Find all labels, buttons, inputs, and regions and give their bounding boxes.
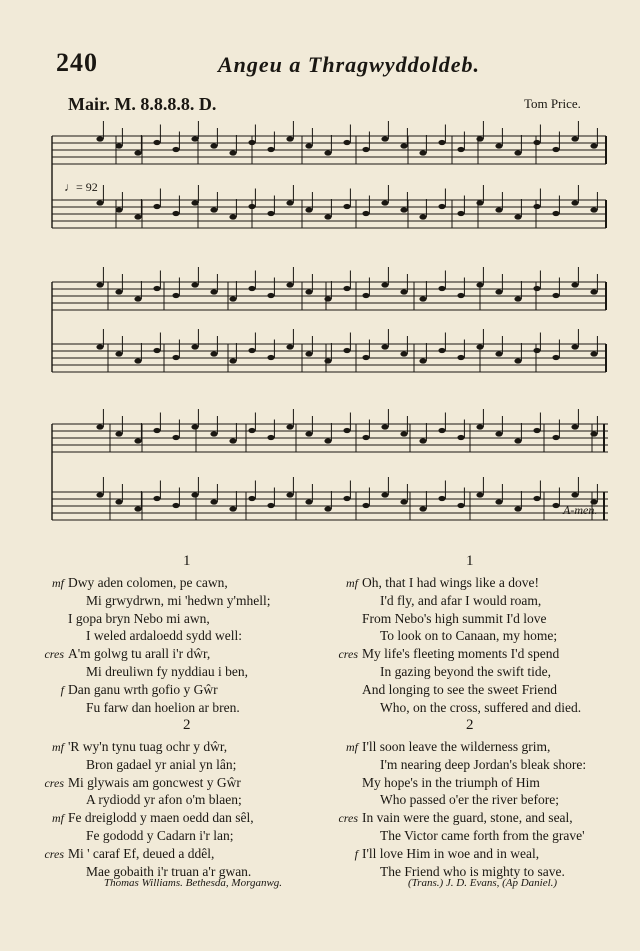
note-head xyxy=(115,207,122,212)
welsh-verse-1-line xyxy=(38,610,270,628)
dynamic-marking: cres xyxy=(338,647,358,662)
lyric-text: I gopa bryn Nebo mi awn, xyxy=(68,610,210,626)
note-head xyxy=(210,431,217,436)
note-head xyxy=(457,211,464,216)
note-head xyxy=(305,351,312,356)
note-head xyxy=(552,355,559,360)
note-head xyxy=(343,348,350,353)
note-head xyxy=(438,496,445,501)
note-head xyxy=(172,503,179,508)
note-head xyxy=(343,140,350,145)
lyric-text: I'd fly, and afar I would roam, xyxy=(380,592,542,608)
note-head xyxy=(191,200,198,205)
lyric-text: My life's fleeting moments I'd spend xyxy=(362,646,560,662)
note-head xyxy=(533,286,540,291)
composer-name: Tom Price. xyxy=(524,96,581,111)
note-head xyxy=(267,293,274,298)
note-head xyxy=(419,438,426,443)
note-head xyxy=(381,492,388,497)
note-head xyxy=(552,211,559,216)
note-head xyxy=(286,200,293,205)
note-head xyxy=(248,286,255,291)
welsh-verse-2-line xyxy=(38,774,254,792)
note-head xyxy=(571,136,578,141)
staff-lines xyxy=(52,136,608,520)
welsh-verse-2 xyxy=(38,738,254,880)
note-head xyxy=(115,289,122,294)
note-head xyxy=(381,344,388,349)
note-head xyxy=(343,286,350,291)
english-verse-1-line xyxy=(332,699,581,717)
note-head xyxy=(457,355,464,360)
note-head xyxy=(134,358,141,363)
note-head xyxy=(362,503,369,508)
dynamic-marking: f xyxy=(60,682,64,697)
note-head xyxy=(495,351,502,356)
note-head xyxy=(533,140,540,145)
note-head xyxy=(210,499,217,504)
note-head xyxy=(438,140,445,145)
english-verse-2-line xyxy=(332,845,586,863)
lyric-text: Fe dreiglodd y maen oedd dan sêl, xyxy=(68,810,254,826)
english-verse-1 xyxy=(332,574,581,716)
welsh-verse-1-line xyxy=(38,699,270,717)
note-head xyxy=(552,503,559,508)
note-head xyxy=(552,147,559,152)
welsh-verse-2-line xyxy=(38,827,254,845)
note-head xyxy=(153,496,160,501)
dynamic-marking: cres xyxy=(44,647,64,662)
dynamic-marking: cres xyxy=(44,846,64,861)
note-head xyxy=(191,136,198,141)
note-head xyxy=(267,211,274,216)
english-verse-2-line xyxy=(332,791,586,809)
note-head xyxy=(115,143,122,148)
lyric-text: Dan ganu wrth gofio y Gŵr xyxy=(68,681,218,697)
english-verse-2-line xyxy=(332,774,586,792)
note-head xyxy=(324,506,331,511)
welsh-verse-1-line xyxy=(38,645,270,663)
note-head xyxy=(343,428,350,433)
english-verse-1-line xyxy=(332,681,581,699)
note-head xyxy=(362,435,369,440)
welsh-verse-1-line xyxy=(38,627,270,645)
english-verse-1-line xyxy=(332,610,581,628)
welsh-verse-2-line xyxy=(38,809,254,827)
note-head xyxy=(533,348,540,353)
note-head xyxy=(134,296,141,301)
note-head xyxy=(400,499,407,504)
english-verse-1-number: 1 xyxy=(466,553,474,569)
lyric-text: Mae gobaith i'r truan a'r gwan. xyxy=(86,863,252,879)
note-head xyxy=(267,355,274,360)
note-head xyxy=(134,438,141,443)
welsh-verse-2-number: 2 xyxy=(183,717,191,733)
note-head xyxy=(362,211,369,216)
hymn-title: Angeu a Thragwyddoldeb. xyxy=(218,52,480,77)
tempo-marking: ♩= 92 xyxy=(64,180,98,194)
note-head xyxy=(324,214,331,219)
note-head xyxy=(495,289,502,294)
lyric-text: Mi glywais am goncwest y Gŵr xyxy=(68,774,241,790)
welsh-verse-1-number: 1 xyxy=(183,553,191,569)
note-head xyxy=(476,344,483,349)
note-head xyxy=(476,424,483,429)
note-head xyxy=(476,136,483,141)
dynamic-marking: cres xyxy=(338,811,358,826)
lyric-text: In gazing beyond the swift tide, xyxy=(380,663,551,679)
note-head xyxy=(115,431,122,436)
note-head xyxy=(419,358,426,363)
dynamic-marking: mf xyxy=(52,811,64,826)
dynamic-marking: f xyxy=(354,846,358,861)
lyric-text: From Nebo's high summit I'd love xyxy=(362,610,547,626)
note-head xyxy=(400,351,407,356)
note-head xyxy=(324,358,331,363)
note-head xyxy=(590,431,597,436)
note-head xyxy=(229,150,236,155)
note-head xyxy=(172,211,179,216)
note-head xyxy=(362,355,369,360)
lyric-text: I'll soon leave the wilderness grim, xyxy=(362,739,551,754)
note-head xyxy=(457,435,464,440)
welsh-verse-2-line xyxy=(38,845,254,863)
note-head xyxy=(400,207,407,212)
note-head xyxy=(514,150,521,155)
note-head xyxy=(229,438,236,443)
english-attribution: (Trans.) J. D. Evans, (Ap Daniel.) xyxy=(408,877,558,889)
note-head xyxy=(495,431,502,436)
note-head xyxy=(153,348,160,353)
lyric-text: Oh, that I had wings like a dove! xyxy=(362,575,539,590)
note-head xyxy=(210,289,217,294)
english-verse-2-line xyxy=(332,738,586,756)
note-head xyxy=(191,492,198,497)
note-head xyxy=(248,348,255,353)
note-head xyxy=(457,293,464,298)
note-head xyxy=(590,143,597,148)
note-head xyxy=(153,428,160,433)
note-head xyxy=(229,214,236,219)
lyric-text: Who passed o'er the river before; xyxy=(380,792,559,808)
note-head xyxy=(457,147,464,152)
lyric-text: In vain were the guard, stone, and seal, xyxy=(362,810,573,826)
lyric-text: I'm nearing deep Jordan's bleak shore: xyxy=(380,756,587,772)
english-verse-1-line xyxy=(332,574,581,592)
note-head xyxy=(457,503,464,508)
english-verse-2 xyxy=(332,738,586,880)
note-head xyxy=(172,293,179,298)
lyric-text: The Friend who is mighty to save. xyxy=(380,863,565,879)
note-head xyxy=(514,214,521,219)
note-head xyxy=(552,435,559,440)
note-head xyxy=(248,428,255,433)
note-head xyxy=(495,143,502,148)
lyric-text: Fe gododd y Cadarn i'r lan; xyxy=(86,827,234,843)
lyric-text: I weled ardaloedd sydd well: xyxy=(86,628,242,644)
note-head xyxy=(362,293,369,298)
note-head xyxy=(191,282,198,287)
note-head xyxy=(229,506,236,511)
english-verse-1-line xyxy=(332,645,581,663)
note-head xyxy=(153,204,160,209)
note-head xyxy=(419,150,426,155)
note-head xyxy=(400,431,407,436)
note-head xyxy=(324,438,331,443)
note-head xyxy=(96,200,103,205)
note-head xyxy=(571,344,578,349)
note-head xyxy=(286,424,293,429)
note-head xyxy=(172,147,179,152)
note-head xyxy=(191,424,198,429)
note-head xyxy=(590,207,597,212)
lyric-text: My hope's in the triumph of Him xyxy=(362,774,540,790)
note-head xyxy=(381,200,388,205)
note-head xyxy=(438,428,445,433)
note-head xyxy=(514,438,521,443)
note-head xyxy=(590,289,597,294)
note-head xyxy=(229,296,236,301)
lyric-text: To look on to Canaan, my home; xyxy=(380,628,558,644)
note-head xyxy=(419,296,426,301)
welsh-verse-2-line xyxy=(38,738,254,756)
note-head xyxy=(571,492,578,497)
note-head xyxy=(305,289,312,294)
note-head xyxy=(571,282,578,287)
note-head xyxy=(286,282,293,287)
lyric-text: Bron gadael yr anial yn lân; xyxy=(86,756,237,772)
note-head xyxy=(286,344,293,349)
note-head xyxy=(153,286,160,291)
note-head xyxy=(191,344,198,349)
note-head xyxy=(96,424,103,429)
dynamic-marking: mf xyxy=(346,576,358,590)
note-head xyxy=(305,207,312,212)
note-head xyxy=(419,506,426,511)
note-head xyxy=(229,358,236,363)
note-head xyxy=(514,358,521,363)
note-head xyxy=(438,348,445,353)
welsh-verse-1-line xyxy=(38,663,270,681)
english-verse-1-line xyxy=(332,663,581,681)
note-head xyxy=(210,143,217,148)
welsh-verse-1-line xyxy=(38,681,270,699)
english-verse-2-line xyxy=(332,827,586,845)
note-head xyxy=(476,282,483,287)
note-head xyxy=(552,293,559,298)
english-verse-2-line xyxy=(332,809,586,827)
note-head xyxy=(343,204,350,209)
note-head xyxy=(305,499,312,504)
note-head xyxy=(210,207,217,212)
note-head xyxy=(324,296,331,301)
tune-name: Mair. M. 8.8.8.8. D. xyxy=(68,94,217,114)
note-head xyxy=(134,214,141,219)
note-heads xyxy=(96,121,597,512)
welsh-verse-1 xyxy=(38,574,270,716)
note-head xyxy=(514,506,521,511)
note-head xyxy=(533,428,540,433)
note-head xyxy=(476,200,483,205)
note-head xyxy=(115,499,122,504)
welsh-verse-1-line xyxy=(38,574,270,592)
note-head xyxy=(571,424,578,429)
note-head xyxy=(96,344,103,349)
note-head xyxy=(286,492,293,497)
lyric-text: 'R wy'n tynu tuag ochr y dŵr, xyxy=(68,739,228,754)
lyric-text: Fu farw dan hoelion ar bren. xyxy=(86,699,240,715)
note-head xyxy=(381,424,388,429)
note-head xyxy=(248,496,255,501)
note-head xyxy=(96,282,103,287)
lyric-text: A rydiodd yr afon o'm blaen; xyxy=(86,792,242,808)
note-head xyxy=(286,136,293,141)
note-head xyxy=(324,150,331,155)
note-head xyxy=(96,492,103,497)
note-head xyxy=(533,204,540,209)
note-head xyxy=(248,204,255,209)
note-head xyxy=(400,143,407,148)
note-head xyxy=(381,282,388,287)
lyric-text: Mi ' caraf Ef, deued a ddêl, xyxy=(68,845,215,861)
english-verse-1-line xyxy=(332,592,581,610)
note-head xyxy=(381,136,388,141)
dynamic-marking: mf xyxy=(346,740,358,754)
lyric-text: And longing to see the sweet Friend xyxy=(362,681,557,697)
note-head xyxy=(590,351,597,356)
lyric-text: Dwy aden colomen, pe cawn, xyxy=(68,575,228,590)
lyric-text: I'll love Him in woe and in weal, xyxy=(362,845,540,861)
page-number: 240 xyxy=(56,48,98,77)
note-head xyxy=(533,496,540,501)
note-head xyxy=(514,296,521,301)
note-head xyxy=(305,143,312,148)
note-head xyxy=(476,492,483,497)
note-head xyxy=(248,140,255,145)
note-head xyxy=(172,435,179,440)
note-head xyxy=(343,496,350,501)
lyric-text: Mi grwydrwn, mi 'hedwn y'mhell; xyxy=(86,592,271,608)
note-head xyxy=(495,207,502,212)
note-head xyxy=(267,435,274,440)
english-verse-2-number: 2 xyxy=(466,717,474,733)
note-head xyxy=(495,499,502,504)
welsh-verse-2-line xyxy=(38,756,254,774)
note-head xyxy=(134,150,141,155)
note-head xyxy=(153,140,160,145)
note-head xyxy=(96,136,103,141)
note-head xyxy=(115,351,122,356)
note-head xyxy=(305,431,312,436)
note-head xyxy=(172,355,179,360)
lyric-text: The Victor came forth from the grave' xyxy=(380,827,585,843)
welsh-attribution: Thomas Williams. Bethesda, Morganwg. xyxy=(104,877,283,889)
note-head xyxy=(362,147,369,152)
note-head xyxy=(210,351,217,356)
note-head xyxy=(419,214,426,219)
lyric-text: A'm golwg tu arall i'r dŵr, xyxy=(68,646,211,662)
note-head xyxy=(267,147,274,152)
lyric-text: Who, on the cross, suffered and died. xyxy=(380,699,582,715)
note-head xyxy=(438,286,445,291)
note-head xyxy=(571,200,578,205)
english-verse-1-line xyxy=(332,627,581,645)
dynamic-marking: cres xyxy=(44,775,64,790)
note-head xyxy=(267,503,274,508)
lyric-text: Mi dreuliwn fy nyddiau i ben, xyxy=(86,663,248,679)
note-head xyxy=(438,204,445,209)
welsh-verse-2-line xyxy=(38,791,254,809)
dynamic-marking: mf xyxy=(52,740,64,754)
note-head xyxy=(134,506,141,511)
note-head xyxy=(400,289,407,294)
dynamic-marking: mf xyxy=(52,576,64,590)
english-verse-2-line xyxy=(332,756,586,774)
welsh-verse-1-line xyxy=(38,592,270,610)
amen-label: A-men. xyxy=(563,503,598,517)
